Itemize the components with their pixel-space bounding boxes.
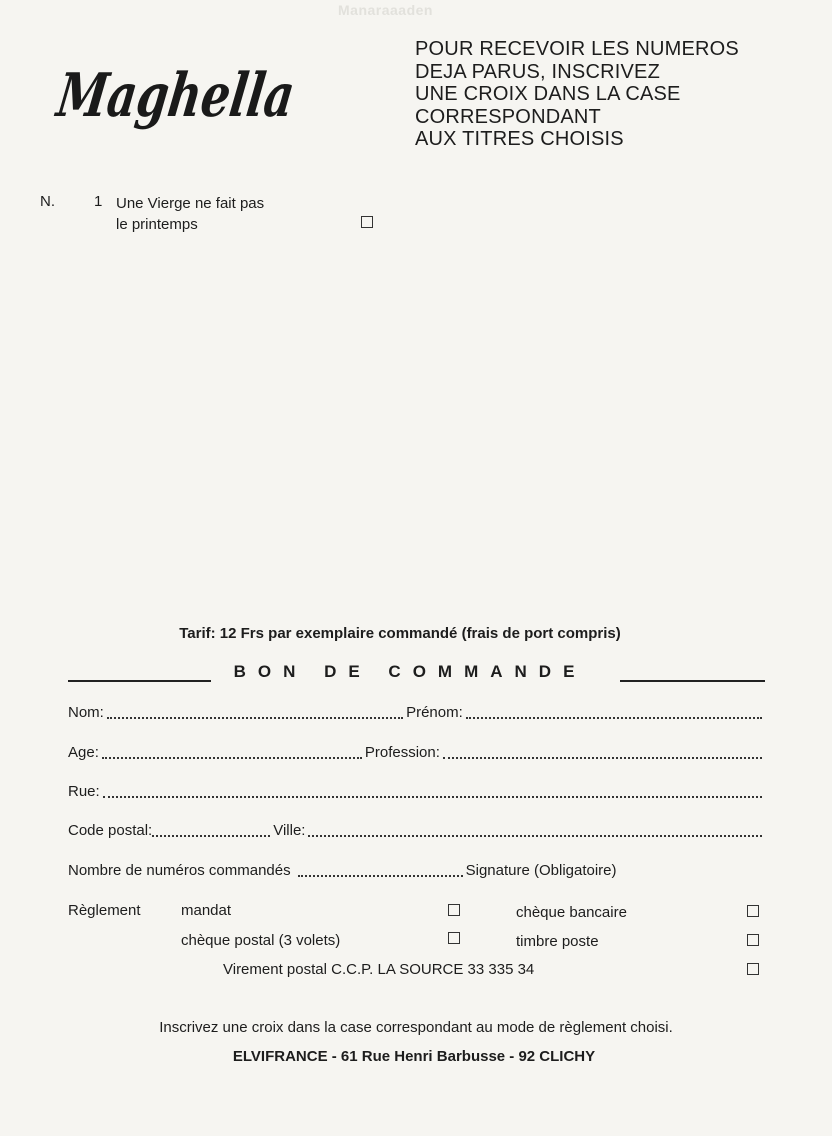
age-row — [68, 743, 765, 763]
timbre-poste-checkbox[interactable] — [747, 934, 759, 946]
code-postal-field[interactable] — [152, 835, 270, 837]
issue-title-line: le printemps — [116, 216, 198, 233]
age-field[interactable] — [102, 757, 362, 759]
instruction-line: CORRESPONDANT — [415, 105, 601, 128]
cheque-bancaire-checkbox[interactable] — [747, 905, 759, 917]
cheque-bancaire-label: chèque bancaire — [516, 904, 627, 921]
title-rule-right — [620, 680, 765, 682]
nom-field[interactable] — [107, 717, 403, 719]
instruction-line: UNE CROIX DANS LA CASE — [415, 83, 681, 105]
instruction-line: DEJA PARUS, INSCRIVEZ — [415, 60, 660, 83]
prenom-field[interactable] — [466, 717, 762, 719]
code-postal-label: Code postal: — [68, 822, 153, 839]
rue-field[interactable] — [103, 796, 762, 798]
mandat-label: mandat — [181, 902, 232, 919]
order-form-title: BON DE COMMANDE — [233, 662, 587, 681]
rue-label: Rue: — [68, 783, 100, 800]
signature-label: Signature (Obligatoire) — [465, 862, 617, 879]
name-row — [68, 703, 765, 723]
tarif-text: Tarif: 12 Frs par exemplaire commandé (frais de port compris) — [179, 625, 621, 642]
issue-title — [116, 193, 316, 235]
cheque-postal-label: chèque postal (3 volets) — [181, 932, 341, 949]
cheque-postal-checkbox[interactable] — [448, 932, 460, 944]
virement-checkbox[interactable] — [747, 963, 759, 975]
faint-header-text: Manaraaaden — [338, 2, 433, 18]
rue-row — [68, 782, 765, 802]
city-row — [68, 821, 765, 841]
age-label: Age: — [68, 744, 99, 761]
virement-label: Virement postal C.C.P. LA SOURCE 33 335 34 — [223, 961, 535, 978]
timbre-poste-label: timbre poste — [516, 933, 599, 950]
profession-field[interactable] — [443, 757, 762, 759]
issue-prefix: N. — [40, 193, 55, 210]
payment-instruction: Inscrivez une croix dans la case correspondant au mode de règlement choisi. — [159, 1019, 673, 1036]
issue-1-checkbox[interactable] — [361, 216, 373, 228]
nombre-field[interactable] — [298, 875, 463, 877]
profession-label: Profession: — [364, 744, 440, 761]
reglement-label: Règlement — [68, 902, 141, 919]
publisher-address: ELVIFRANCE - 61 Rue Henri Barbusse - 92 CLICHY — [232, 1048, 596, 1065]
ville-label: Ville: — [273, 822, 306, 839]
maghella-logo-graphic — [52, 38, 377, 148]
nombre-label: Nombre de numéros commandés — [68, 862, 291, 879]
quantity-row — [68, 861, 678, 881]
ville-field[interactable] — [308, 835, 762, 837]
mandat-checkbox[interactable] — [448, 904, 460, 916]
issue-selection-instructions — [415, 38, 785, 151]
issue-number: 1 — [94, 193, 103, 210]
issue-title-line: Une Vierge ne fait pas — [116, 195, 265, 212]
nom-label: Nom: — [68, 704, 104, 721]
instruction-line: AUX TITRES CHOISIS — [415, 128, 624, 150]
prenom-label: Prénom: — [406, 704, 463, 721]
title-rule-left — [68, 680, 211, 682]
logo-wordmark: Maghella — [52, 60, 377, 131]
instruction-line: POUR RECEVOIR LES NUMEROS — [415, 38, 739, 60]
maghella-logo — [52, 38, 377, 148]
